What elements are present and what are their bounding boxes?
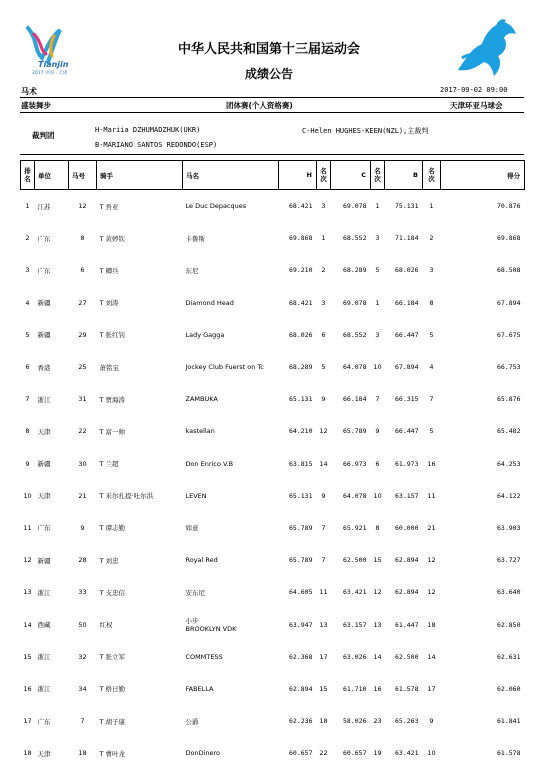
horse-cell: Diamond Head: [185, 298, 234, 307]
c-rank-cell: 7: [375, 395, 380, 404]
h-rank-cell: 7: [321, 523, 326, 532]
table-row: [21, 576, 525, 608]
h-score-cell: 64.605: [289, 588, 313, 597]
c-score-cell: 64.078: [343, 491, 367, 500]
unit-cell: 广东: [37, 266, 51, 275]
unit-cell: 浙江: [37, 395, 51, 404]
rider-cell: T 兰超: [99, 460, 119, 469]
rider-cell: T 黄婷钦: [99, 234, 126, 243]
b-score-cell: 61.973: [395, 459, 419, 468]
table-row: [21, 641, 525, 673]
table-row: [21, 512, 525, 544]
sport-label: 马术: [21, 87, 37, 96]
h-score-cell: 60.657: [289, 749, 313, 758]
total-score-cell: 65.482: [497, 427, 521, 436]
total-score-cell: 61.578: [497, 749, 521, 758]
b-score-cell: 67.894: [395, 363, 419, 372]
rank-cell: 10: [23, 491, 32, 500]
b-rank-cell: 16: [427, 459, 436, 468]
rider-cell: T 支忠信: [99, 588, 126, 597]
h-score-cell: 68.421: [289, 202, 313, 211]
b-score-cell: 61.578: [395, 684, 419, 693]
logo-text: Tianjin: [38, 60, 69, 69]
rider-cell: T 张红钊: [99, 331, 126, 340]
horse-cell: COMMTESS: [185, 652, 223, 661]
col-unit: 单位: [35, 161, 69, 190]
table-row: [21, 319, 525, 351]
horse-cell: FABELLA: [185, 684, 214, 693]
rank-cell: 18: [23, 749, 32, 758]
number-cell: 9: [80, 523, 85, 532]
total-score-cell: 64.122: [497, 491, 521, 500]
c-rank-cell: 3: [375, 330, 380, 339]
unit-cell: 江苏: [37, 202, 51, 211]
c-score-cell: 69.078: [343, 202, 367, 211]
h-score-cell: 62.368: [289, 652, 313, 661]
rider-cell: 红权: [99, 621, 113, 630]
judge-b: B-MARIANO SANTOS REDONDO(ESP): [95, 141, 218, 149]
c-score-cell: 60.657: [343, 749, 367, 758]
total-score-cell: 67.894: [497, 298, 521, 307]
b-rank-cell: 1: [429, 202, 434, 211]
h-rank-cell: 12: [319, 427, 328, 436]
unit-cell: 新疆: [37, 556, 51, 565]
rank-cell: 7: [25, 395, 30, 404]
venue-label: 天津环亚马球会: [450, 101, 503, 110]
b-score-cell: 66.184: [395, 298, 419, 307]
c-score-cell: 69.078: [343, 298, 367, 307]
horse-cell: Jockey Club Fuerst on Tc: [185, 363, 264, 372]
unit-cell: 新疆: [37, 299, 51, 308]
rider-cell: T 刘忠: [99, 556, 119, 565]
table-row: [21, 705, 525, 737]
c-score-cell: 58.026: [343, 717, 367, 726]
total-score-cell: 69.868: [497, 234, 521, 243]
table-row: [21, 287, 525, 319]
total-score-cell: 70.876: [497, 202, 521, 211]
number-cell: 32: [78, 652, 87, 661]
table-row: [21, 544, 525, 576]
divider: [20, 112, 524, 113]
number-cell: 8: [80, 234, 85, 243]
h-rank-cell: 7: [321, 556, 326, 565]
b-score-cell: 65.263: [395, 717, 419, 726]
horse-cell: 东尼: [185, 266, 199, 275]
c-rank-cell: 8: [375, 523, 380, 532]
c-rank-cell: 9: [375, 427, 380, 436]
rider-cell: T 卿兵: [99, 266, 119, 275]
horse-cell: LEVEN: [185, 491, 207, 500]
number-cell: 31: [78, 395, 87, 404]
rank-cell: 15: [23, 652, 32, 661]
horse-cell: 公爵: [185, 717, 199, 726]
table-row: [21, 190, 525, 223]
c-score-cell: 63.157: [343, 620, 367, 629]
rider-cell: T 谭志勤: [99, 524, 126, 533]
col-h: H: [279, 161, 317, 190]
c-score-cell: 66.973: [343, 459, 367, 468]
b-score-cell: 63.157: [395, 491, 419, 500]
b-rank-cell: 7: [429, 395, 434, 404]
h-score-cell: 62.894: [289, 684, 313, 693]
rank-cell: 8: [25, 427, 30, 436]
c-rank-cell: 1: [375, 298, 380, 307]
c-rank-cell: 12: [373, 588, 382, 597]
unit-cell: 新疆: [37, 331, 51, 340]
rider-cell: T 吾亚: [99, 202, 119, 211]
h-rank-cell: 11: [319, 588, 328, 597]
event-label: 团体赛(个人资格赛): [226, 101, 293, 110]
b-rank-cell: 21: [427, 523, 436, 532]
h-rank-cell: 13: [319, 620, 328, 629]
rider-cell: T 贾海涛: [99, 395, 126, 404]
b-rank-cell: 5: [429, 330, 434, 339]
unit-cell: 天津: [37, 749, 51, 758]
number-cell: 29: [78, 330, 87, 339]
total-score-cell: 65.876: [497, 395, 521, 404]
col-number: 马号: [69, 161, 97, 190]
rank-cell: 11: [23, 523, 32, 532]
total-score-cell: 63.727: [497, 556, 521, 565]
h-rank-cell: 22: [319, 749, 328, 758]
c-rank-cell: 13: [373, 620, 382, 629]
horse-cell: ZAMBUKA: [185, 395, 218, 404]
number-cell: 30: [78, 459, 87, 468]
total-score-cell: 64.253: [497, 459, 521, 468]
number-cell: 12: [78, 202, 87, 211]
b-score-cell: 71.184: [395, 234, 419, 243]
horse-cell: kastellan: [185, 427, 215, 436]
number-cell: 6: [80, 266, 85, 275]
h-score-cell: 65.789: [289, 523, 313, 532]
table-row: [21, 737, 525, 769]
h-score-cell: 65.131: [289, 395, 313, 404]
total-score-cell: 62.060: [497, 684, 521, 693]
c-rank-cell: 10: [373, 491, 382, 500]
rank-cell: 1: [25, 202, 30, 211]
c-score-cell: 65.789: [343, 427, 367, 436]
rank-cell: 14: [23, 620, 32, 629]
c-rank-cell: 14: [373, 652, 382, 661]
b-score-cell: 66.447: [395, 427, 419, 436]
h-rank-cell: 9: [321, 395, 326, 404]
rank-cell: 17: [23, 717, 32, 726]
h-score-cell: 68.421: [289, 298, 313, 307]
c-rank-cell: 5: [375, 266, 380, 275]
c-score-cell: 68.552: [343, 330, 367, 339]
c-rank-cell: 10: [373, 363, 382, 372]
number-cell: 50: [78, 620, 87, 629]
b-rank-cell: 17: [427, 684, 436, 693]
h-rank-cell: 14: [319, 459, 328, 468]
c-score-cell: 64.078: [343, 363, 367, 372]
rank-cell: 2: [25, 234, 30, 243]
h-rank-cell: 3: [321, 298, 326, 307]
col-rank: 排名: [21, 161, 35, 190]
col-b: B: [385, 161, 423, 190]
h-score-cell: 65.131: [289, 491, 313, 500]
c-score-cell: 62.500: [343, 556, 367, 565]
horse-cell: Le Duc Depacques: [185, 202, 247, 211]
c-score-cell: 68.552: [343, 234, 367, 243]
c-rank-cell: 1: [375, 202, 380, 211]
h-rank-cell: 1: [321, 234, 326, 243]
table-row: [21, 415, 525, 447]
unit-cell: 西藏: [37, 621, 51, 630]
rider-cell: T 格日勤: [99, 685, 126, 694]
h-score-cell: 64.210: [289, 427, 313, 436]
table-row: [21, 351, 525, 383]
rider-cell: T 富一帅: [99, 427, 126, 436]
horse-cell: Lady Gagga: [185, 330, 225, 339]
unit-cell: 香港: [37, 363, 51, 372]
c-rank-cell: 23: [373, 717, 382, 726]
judges-label: 裁判团: [32, 131, 55, 140]
h-rank-cell: 2: [321, 266, 326, 275]
h-score-cell: 68.026: [289, 330, 313, 339]
c-score-cell: 68.289: [343, 266, 367, 275]
number-cell: 33: [78, 588, 87, 597]
b-rank-cell: 12: [427, 588, 436, 597]
table-row: [21, 608, 525, 640]
c-rank-cell: 15: [373, 556, 382, 565]
h-score-cell: 63.815: [289, 459, 313, 468]
b-score-cell: 66.447: [395, 330, 419, 339]
c-rank-cell: 16: [373, 684, 382, 693]
h-score-cell: 63.947: [289, 620, 313, 629]
c-rank-cell: 6: [375, 459, 380, 468]
total-score-cell: 66.753: [497, 363, 521, 372]
b-rank-cell: 14: [427, 652, 436, 661]
horse-cell: 如意: [185, 524, 199, 533]
number-cell: 18: [78, 749, 87, 758]
unit-cell: 浙江: [37, 685, 51, 694]
results-table: [20, 160, 525, 769]
rider-cell: T 米尔扎提·吐尔洪: [99, 492, 154, 501]
b-score-cell: 66.315: [395, 395, 419, 404]
h-score-cell: 65.789: [289, 556, 313, 565]
table-row: [21, 383, 525, 415]
h-rank-cell: 6: [321, 330, 326, 339]
rider-cell: T 曹叶龙: [99, 749, 126, 758]
c-score-cell: 63.026: [343, 652, 367, 661]
b-rank-cell: 4: [429, 363, 434, 372]
unit-cell: 广东: [37, 234, 51, 243]
discipline-label: 盛装舞步: [21, 101, 51, 110]
c-rank-cell: 3: [375, 234, 380, 243]
number-cell: 27: [78, 298, 87, 307]
unit-cell: 广东: [37, 717, 51, 726]
col-c-rank: 名次: [371, 161, 385, 190]
b-score-cell: 62.894: [395, 556, 419, 565]
col-h-rank: 名次: [317, 161, 331, 190]
col-horse: 马名: [183, 161, 279, 190]
number-cell: 28: [78, 556, 87, 565]
b-rank-cell: 12: [427, 556, 436, 565]
col-score: 得分: [441, 161, 525, 190]
b-score-cell: 60.000: [395, 523, 419, 532]
total-score-cell: 62.850: [497, 620, 521, 629]
table-row: [21, 673, 525, 705]
number-cell: 25: [78, 363, 87, 372]
h-rank-cell: 18: [319, 717, 328, 726]
c-rank-cell: 19: [373, 749, 382, 758]
h-score-cell: 68.289: [289, 363, 313, 372]
unit-cell: 天津: [37, 492, 51, 501]
b-rank-cell: 8: [429, 298, 434, 307]
b-rank-cell: 2: [429, 234, 434, 243]
b-rank-cell: 9: [429, 717, 434, 726]
horse-cell: DonDinero: [185, 749, 221, 758]
number-cell: 34: [78, 684, 87, 693]
total-score-cell: 67.675: [497, 330, 521, 339]
b-rank-cell: 11: [427, 491, 436, 500]
number-cell: 21: [78, 491, 87, 500]
rider-cell: 萧铭宝: [99, 363, 119, 372]
divider: [20, 154, 524, 155]
total-score-cell: 61.841: [497, 717, 521, 726]
rank-cell: 6: [25, 363, 30, 372]
rider-cell: T 张立军: [99, 653, 126, 662]
page-title: 中华人民共和国第十三届运动会: [177, 42, 360, 57]
c-score-cell: 65.921: [343, 523, 367, 532]
datetime: 2017-09-02 09:00: [440, 86, 508, 94]
rank-cell: 4: [25, 298, 30, 307]
unit-cell: 广东: [37, 524, 51, 533]
c-score-cell: 63.421: [343, 588, 367, 597]
horse-cell: 卡鲁斯: [185, 234, 205, 243]
b-rank-cell: 18: [427, 620, 436, 629]
b-score-cell: 62.500: [395, 652, 419, 661]
rank-cell: 16: [23, 684, 32, 693]
rank-cell: 9: [25, 459, 30, 468]
total-score-cell: 68.508: [497, 266, 521, 275]
b-score-cell: 75.131: [395, 202, 419, 211]
table-header-row: [21, 161, 525, 190]
judge-c: C-Helen HUGHES-KEEN(NZL),主裁判: [302, 127, 429, 135]
col-rider: 骑手: [97, 161, 183, 190]
table-row: [21, 448, 525, 480]
horse-cell: Don Enrico V.B: [185, 459, 234, 468]
h-rank-cell: 9: [321, 491, 326, 500]
number-cell: 22: [78, 427, 87, 436]
b-score-cell: 63.421: [395, 749, 419, 758]
table-row: [21, 480, 525, 512]
unit-cell: 浙江: [37, 653, 51, 662]
number-cell: 7: [80, 717, 85, 726]
h-rank-cell: 3: [321, 202, 326, 211]
rank-cell: 5: [25, 330, 30, 339]
table-row: [21, 222, 525, 254]
c-score-cell: 66.184: [343, 395, 367, 404]
logo-subtext: 2017 中国 · 天津: [32, 71, 68, 76]
b-rank-cell: 5: [429, 427, 434, 436]
table-row: [21, 254, 525, 286]
rank-cell: 12: [23, 556, 32, 565]
total-score-cell: 63.903: [497, 523, 521, 532]
unit-cell: 新疆: [37, 460, 51, 469]
horse-cell: 安东尼: [185, 588, 205, 597]
col-c: C: [331, 161, 371, 190]
b-score-cell: 68.026: [395, 266, 419, 275]
horse-cell: Royal Red: [185, 556, 218, 565]
h-score-cell: 62.236: [289, 717, 313, 726]
c-score-cell: 61.710: [343, 684, 367, 693]
divider: [20, 97, 524, 98]
total-score-cell: 62.631: [497, 652, 521, 661]
b-rank-cell: 10: [427, 749, 436, 758]
judge-h: H-Mariia DZHUMADZHUK(UKR): [95, 126, 201, 134]
b-score-cell: 61.447: [395, 620, 419, 629]
unit-cell: 浙江: [37, 588, 51, 597]
horse-cell: 小步 BROOKLYN VDK: [185, 617, 237, 634]
unit-cell: 天津: [37, 427, 51, 436]
h-rank-cell: 5: [321, 363, 326, 372]
b-score-cell: 62.894: [395, 588, 419, 597]
b-rank-cell: 3: [429, 266, 434, 275]
h-score-cell: 69.868: [289, 234, 313, 243]
h-rank-cell: 17: [319, 652, 328, 661]
col-b-rank: 名次: [423, 161, 441, 190]
rider-cell: T 刘涛: [99, 299, 119, 308]
page-subtitle: 成绩公告: [244, 67, 293, 81]
total-score-cell: 63.640: [497, 588, 521, 597]
h-score-cell: 69.210: [289, 266, 313, 275]
rank-cell: 3: [25, 266, 30, 275]
rank-cell: 13: [23, 588, 32, 597]
h-rank-cell: 15: [319, 684, 328, 693]
rider-cell: T 胡子康: [99, 717, 126, 726]
